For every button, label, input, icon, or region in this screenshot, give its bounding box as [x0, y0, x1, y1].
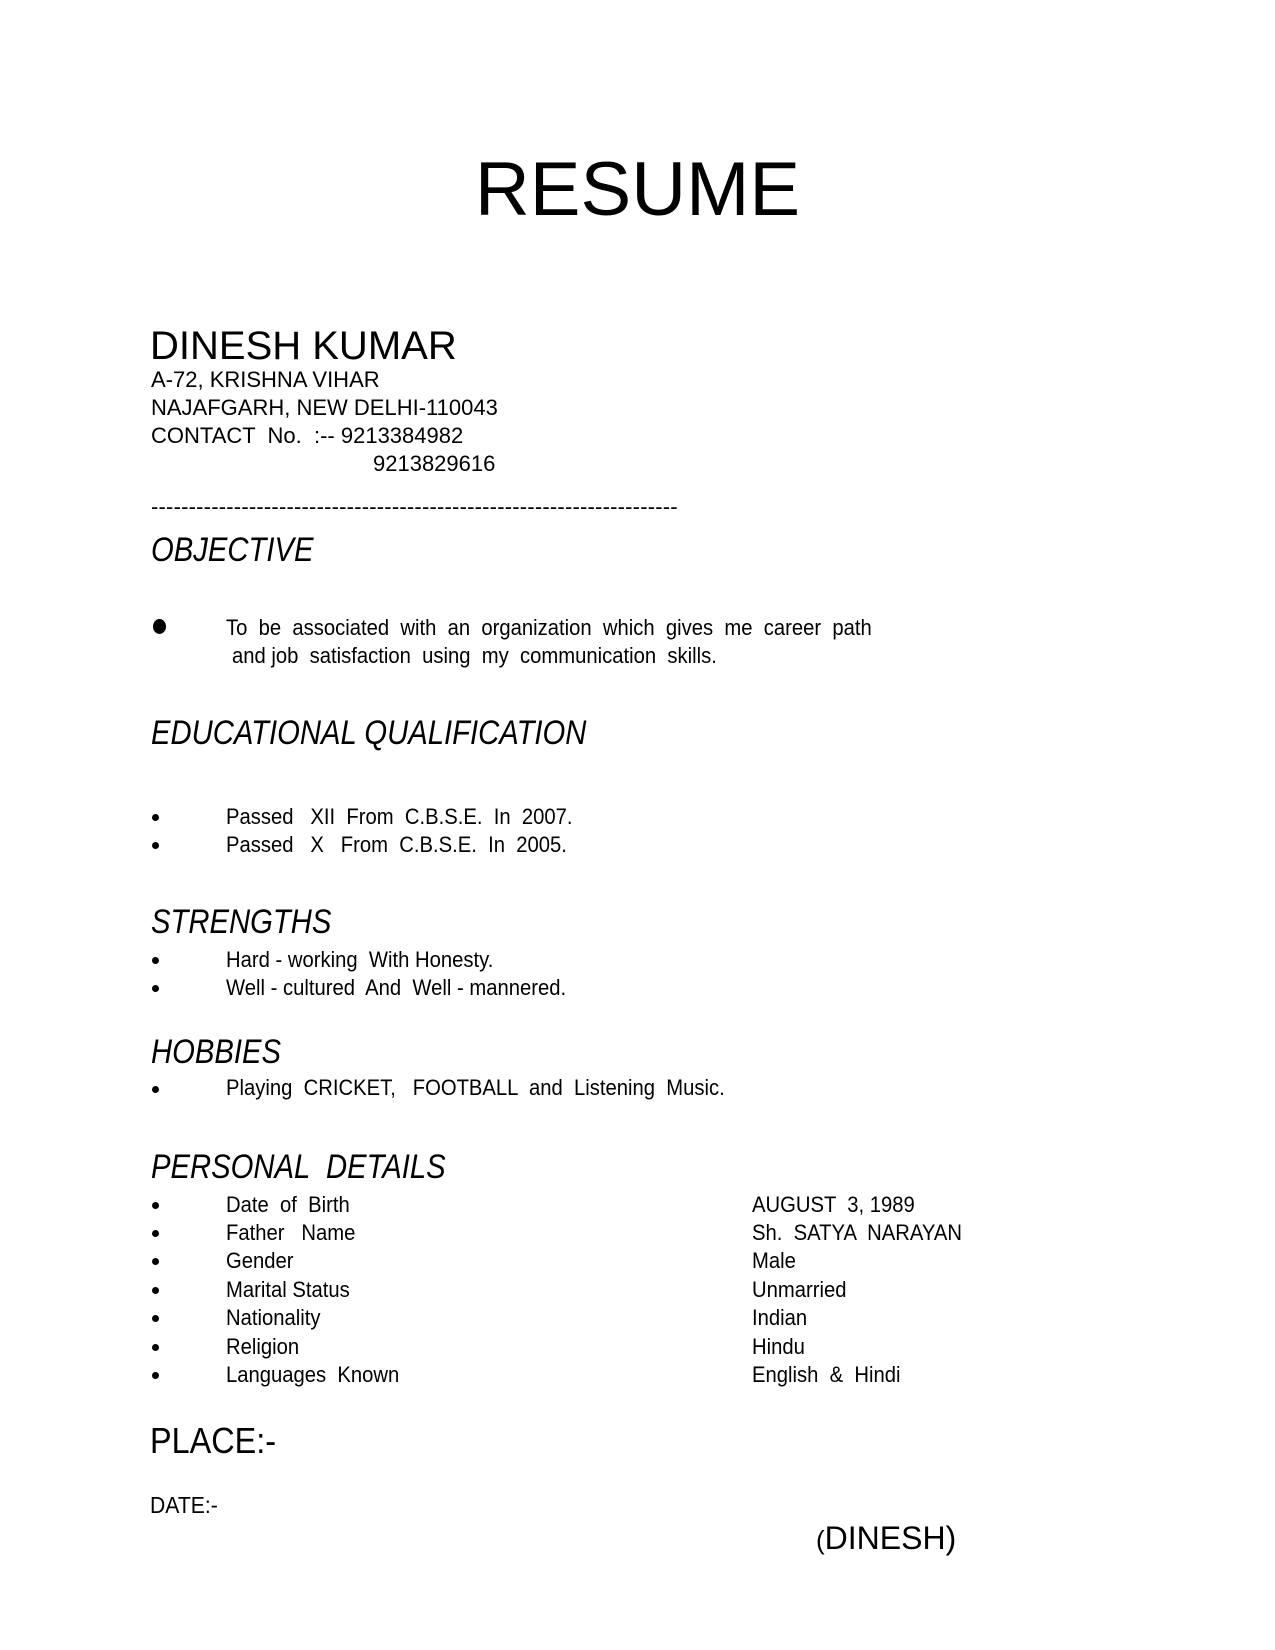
detail-label-gender: Gender [226, 1248, 294, 1273]
signature [816, 1522, 956, 1554]
detail-value-languages: English & Hindi [752, 1362, 901, 1387]
address-line-1: A-72, KRISHNA VIHAR [151, 367, 380, 392]
education-item: Passed XII From C.B.S.E. In 2007. [226, 804, 573, 829]
bullet-icon [152, 985, 159, 992]
detail-label-nationality: Nationality [226, 1305, 321, 1330]
objective-heading: OBJECTIVE [151, 531, 314, 569]
detail-value-gender: Male [752, 1248, 796, 1273]
bullet-icon [152, 814, 159, 821]
detail-label-father: Father Name [226, 1220, 356, 1245]
contact-number-1: CONTACT No. :-- 9213384982 [151, 423, 464, 448]
signature-name: DINESH [824, 1520, 946, 1556]
document-title: RESUME [474, 147, 801, 232]
address-line-2: NAJAFGARH, NEW DELHI-110043 [151, 395, 498, 420]
detail-label-dob: Date of Birth [226, 1192, 350, 1217]
hobby-item: Playing CRICKET, FOOTBALL and Listening Music. [226, 1075, 725, 1100]
date-label: DATE:- [150, 1492, 218, 1518]
bullet-icon [152, 1287, 159, 1294]
detail-value-dob: AUGUST 3, 1989 [752, 1192, 915, 1217]
strengths-heading: STRENGTHS [151, 903, 332, 941]
strength-item: Well - cultured And Well - mannered. [226, 975, 567, 1000]
bullet-icon [153, 619, 166, 634]
bullet-icon [152, 842, 159, 849]
bullet-icon [152, 1202, 159, 1209]
objective-line-2: and job satisfaction using my communication skills. [232, 643, 717, 668]
section-divider: ---------------------------------------------------------------------- [151, 496, 678, 518]
detail-value-religion: Hindu [752, 1334, 805, 1359]
bullet-icon [152, 957, 159, 964]
bullet-icon [152, 1372, 159, 1379]
education-heading: EDUCATIONAL QUALIFICATION [151, 714, 587, 752]
candidate-name: DINESH KUMAR [150, 324, 457, 368]
place-label: PLACE:- [150, 1420, 277, 1461]
bullet-icon [152, 1315, 159, 1322]
bullet-icon [152, 1230, 159, 1237]
strength-item: Hard - working With Honesty. [226, 947, 494, 972]
detail-label-religion: Religion [226, 1334, 300, 1359]
detail-label-marital-status: Marital Status [226, 1277, 350, 1302]
bullet-icon [152, 1344, 159, 1351]
objective-line-1: To be associated with an organization which gives me career path [226, 615, 872, 640]
detail-value-marital-status: Unmarried [752, 1277, 847, 1302]
detail-value-father: Sh. SATYA NARAYAN [752, 1220, 962, 1245]
bullet-icon [152, 1258, 159, 1265]
signature-open-paren: ( [816, 1525, 825, 1555]
education-item: Passed X From C.B.S.E. In 2005. [226, 832, 567, 857]
personal-details-heading: PERSONAL DETAILS [151, 1148, 446, 1186]
detail-label-languages: Languages Known [226, 1362, 400, 1387]
contact-number-2: 9213829616 [373, 451, 496, 476]
signature-close-paren: ) [945, 1520, 957, 1556]
bullet-icon [152, 1086, 159, 1093]
detail-value-nationality: Indian [752, 1305, 808, 1330]
hobbies-heading: HOBBIES [151, 1033, 282, 1071]
